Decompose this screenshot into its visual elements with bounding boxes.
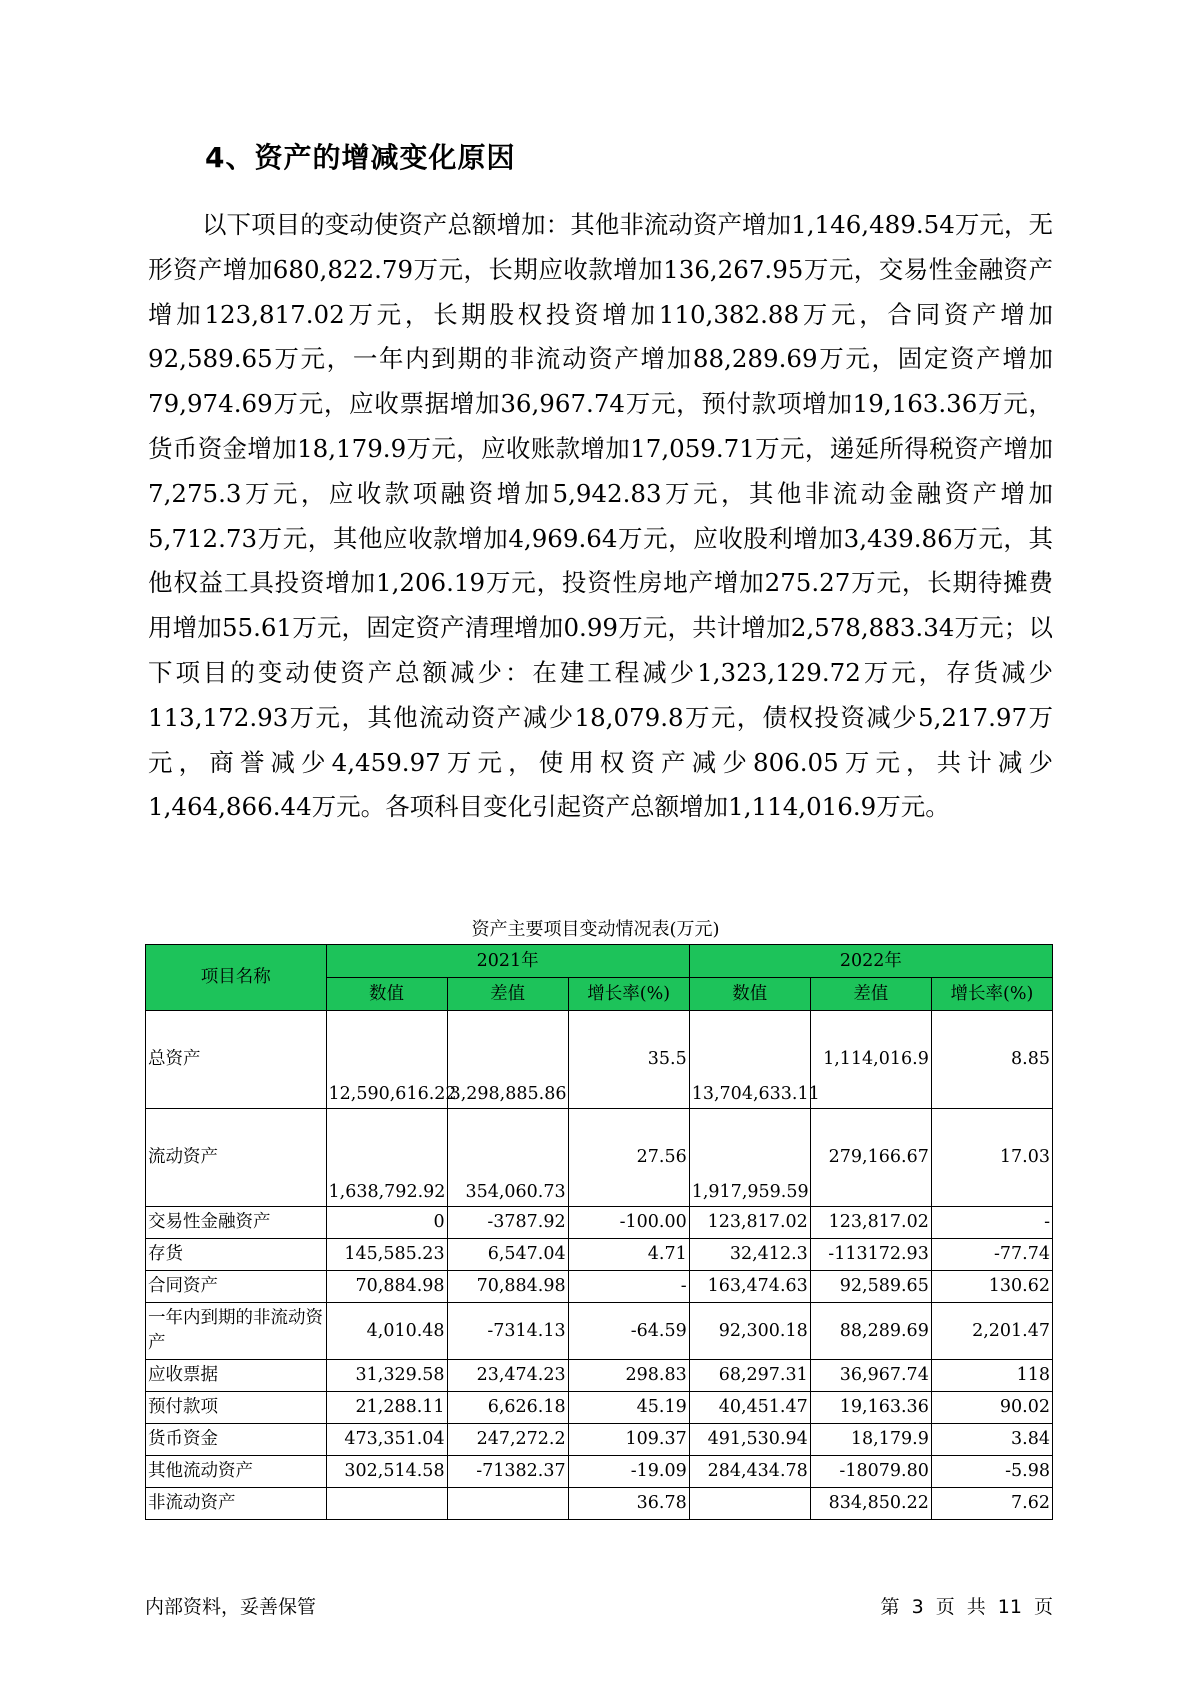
cell-2021-value: 473,351.04 — [326, 1424, 447, 1456]
cell-2022-diff: 1,114,016.9 — [810, 1011, 931, 1109]
cell-2021-diff: 6,547.04 — [447, 1239, 568, 1271]
cell-2021-rate: -100.00 — [568, 1207, 689, 1239]
cell-2022-rate: - — [931, 1207, 1052, 1239]
cell-2022-diff: -113172.93 — [810, 1239, 931, 1271]
table-row — [146, 1392, 1053, 1424]
table-row — [146, 1271, 1053, 1303]
row-item-name: 一年内到期的非流动资产 — [146, 1303, 327, 1360]
cell-2021-rate: -19.09 — [568, 1456, 689, 1488]
cell-2022-rate: 7.62 — [931, 1488, 1052, 1520]
cell-2022-rate: 130.62 — [931, 1271, 1052, 1303]
row-item-name: 流动资产 — [146, 1109, 327, 1207]
cell-2021-rate: 36.78 — [568, 1488, 689, 1520]
cell-2022-diff: 88,289.69 — [810, 1303, 931, 1360]
table-row — [146, 1239, 1053, 1271]
header-year-2021: 2021年 — [326, 945, 689, 978]
cell-2022-rate: 2,201.47 — [931, 1303, 1052, 1360]
row-item-name: 预付款项 — [146, 1392, 327, 1424]
body-paragraph: 以下项目的变动使资产总额增加：其他非流动资产增加1,146,489.54万元，无形资产增加680,822.79万元，长期应收款增加136,267.95万元，交易性金融资产增加123,817.02万元，长期股权投资增加110,382.88万元，合同资产增加92,589.65万元，一年内到期的非流动资产增加88,289.69万元，固定资产增加79,974.69万元，应收票据增加36,967.74万元，预付款项增加19,163.36万元，货币资金增加18,179.9万元，应收账款增加17,059.71万元，递延所得税资产增加7,275.3万元，应收款项融资增加5,942.83万元，其他非流动金融资产增加5,712.73万元，其他应收款增加4,969.64万元，应收股利增加3,439.86万元，其他权益工具投资增加1,206.19万元，投资性房地产增加275.27万元，长期待摊费用增加55.61万元，固定资产清理增加0.99万元，共计增加2,578,883.34万元；以下项目的变动使资产总额减少：在建工程减少1,323,129.72万元，存货减少113,172.93万元，其他流动资产减少18,079.8万元，债权投资减少5,217.97万元，商誉减少4,459.97万元，使用权资产减少806.05万元，共计减少1,464,866.44万元。各项科目变化引起资产总额增加1,114,016.9万元。 — [148, 210, 1053, 822]
cell-2021-rate: 45.19 — [568, 1392, 689, 1424]
header-value: 数值 — [326, 978, 447, 1011]
cell-2022-value: 123,817.02 — [689, 1207, 810, 1239]
cell-2022-diff: 92,589.65 — [810, 1271, 931, 1303]
row-item-name: 交易性金融资产 — [146, 1207, 327, 1239]
cell-2022-rate: -5.98 — [931, 1456, 1052, 1488]
row-item-name: 非流动资产 — [146, 1488, 327, 1520]
cell-2021-diff — [447, 1488, 568, 1520]
cell-2022-diff: 279,166.67 — [810, 1109, 931, 1207]
cell-2021-value: 21,288.11 — [326, 1392, 447, 1424]
cell-2021-rate: 35.5 — [568, 1011, 689, 1109]
table-row — [146, 1488, 1053, 1520]
cell-2021-diff: 247,272.2 — [447, 1424, 568, 1456]
cell-2022-rate: 8.85 — [931, 1011, 1052, 1109]
table-row — [146, 1011, 1053, 1109]
table-row — [146, 1424, 1053, 1456]
cell-2022-rate: 3.84 — [931, 1424, 1052, 1456]
cell-2022-value: 491,530.94 — [689, 1424, 810, 1456]
cell-2022-value: 32,412.3 — [689, 1239, 810, 1271]
cell-2021-rate: 27.56 — [568, 1109, 689, 1207]
row-item-name: 存货 — [146, 1239, 327, 1271]
cell-2021-value: 0 — [326, 1207, 447, 1239]
cell-2022-value: 163,474.63 — [689, 1271, 810, 1303]
cell-2021-value: 4,010.48 — [326, 1303, 447, 1360]
cell-2021-diff: 23,474.23 — [447, 1360, 568, 1392]
cell-2022-rate: 118 — [931, 1360, 1052, 1392]
table-row — [146, 1303, 1053, 1360]
cell-2022-value: 40,451.47 — [689, 1392, 810, 1424]
table-row — [146, 1207, 1053, 1239]
footer-page-number: 第 3 页 共 11 页 — [880, 1596, 1053, 1618]
row-item-name: 合同资产 — [146, 1271, 327, 1303]
cell-2022-value: 68,297.31 — [689, 1360, 810, 1392]
header-item-name: 项目名称 — [146, 945, 327, 1011]
cell-2022-diff: 36,967.74 — [810, 1360, 931, 1392]
table-row — [146, 1109, 1053, 1207]
row-item-name: 货币资金 — [146, 1424, 327, 1456]
row-item-name: 总资产 — [146, 1011, 327, 1109]
table-header-row — [146, 945, 1053, 978]
cell-2021-value: 1,638,792.92 — [326, 1109, 447, 1207]
cell-2021-rate: 298.83 — [568, 1360, 689, 1392]
cell-2021-diff: 70,884.98 — [447, 1271, 568, 1303]
cell-2022-value: 1,917,959.59 — [689, 1109, 810, 1207]
table-row — [146, 1360, 1053, 1392]
cell-2021-diff: -71382.37 — [447, 1456, 568, 1488]
header-diff: 差值 — [447, 978, 568, 1011]
cell-2021-rate: - — [568, 1271, 689, 1303]
cell-2022-value: 13,704,633.11 — [689, 1011, 810, 1109]
cell-2021-value: 70,884.98 — [326, 1271, 447, 1303]
cell-2022-rate: 17.03 — [931, 1109, 1052, 1207]
cell-2021-value: 31,329.58 — [326, 1360, 447, 1392]
cell-2022-diff: 19,163.36 — [810, 1392, 931, 1424]
cell-2021-rate: 109.37 — [568, 1424, 689, 1456]
cell-2021-value: 145,585.23 — [326, 1239, 447, 1271]
header-rate: 增长率(%) — [931, 978, 1052, 1011]
cell-2021-diff: -7314.13 — [447, 1303, 568, 1360]
cell-2022-diff: 834,850.22 — [810, 1488, 931, 1520]
cell-2022-rate: -77.74 — [931, 1239, 1052, 1271]
cell-2022-value: 284,434.78 — [689, 1456, 810, 1488]
cell-2022-value — [689, 1488, 810, 1520]
cell-2021-diff: 354,060.73 — [447, 1109, 568, 1207]
cell-2022-diff: -18079.80 — [810, 1456, 931, 1488]
cell-2021-diff: 6,626.18 — [447, 1392, 568, 1424]
row-item-name: 应收票据 — [146, 1360, 327, 1392]
cell-2021-rate: -64.59 — [568, 1303, 689, 1360]
cell-2021-rate: 4.71 — [568, 1239, 689, 1271]
header-value: 数值 — [689, 978, 810, 1011]
section-heading: 4、资产的增减变化原因 — [205, 141, 516, 174]
cell-2022-diff: 123,817.02 — [810, 1207, 931, 1239]
header-rate: 增长率(%) — [568, 978, 689, 1011]
header-year-2022: 2022年 — [689, 945, 1052, 978]
cell-2021-value — [326, 1488, 447, 1520]
footer-confidential: 内部资料，妥善保管 — [145, 1596, 317, 1618]
cell-2021-value: 302,514.58 — [326, 1456, 447, 1488]
table-caption: 资产主要项目变动情况表(万元) — [471, 919, 720, 940]
cell-2022-value: 92,300.18 — [689, 1303, 810, 1360]
cell-2021-value: 12,590,616.22 — [326, 1011, 447, 1109]
header-diff: 差值 — [810, 978, 931, 1011]
row-item-name: 其他流动资产 — [146, 1456, 327, 1488]
asset-change-table — [145, 944, 1053, 1520]
cell-2021-diff: 3,298,885.86 — [447, 1011, 568, 1109]
cell-2022-diff: 18,179.9 — [810, 1424, 931, 1456]
cell-2022-rate: 90.02 — [931, 1392, 1052, 1424]
cell-2021-diff: -3787.92 — [447, 1207, 568, 1239]
table-row — [146, 1456, 1053, 1488]
